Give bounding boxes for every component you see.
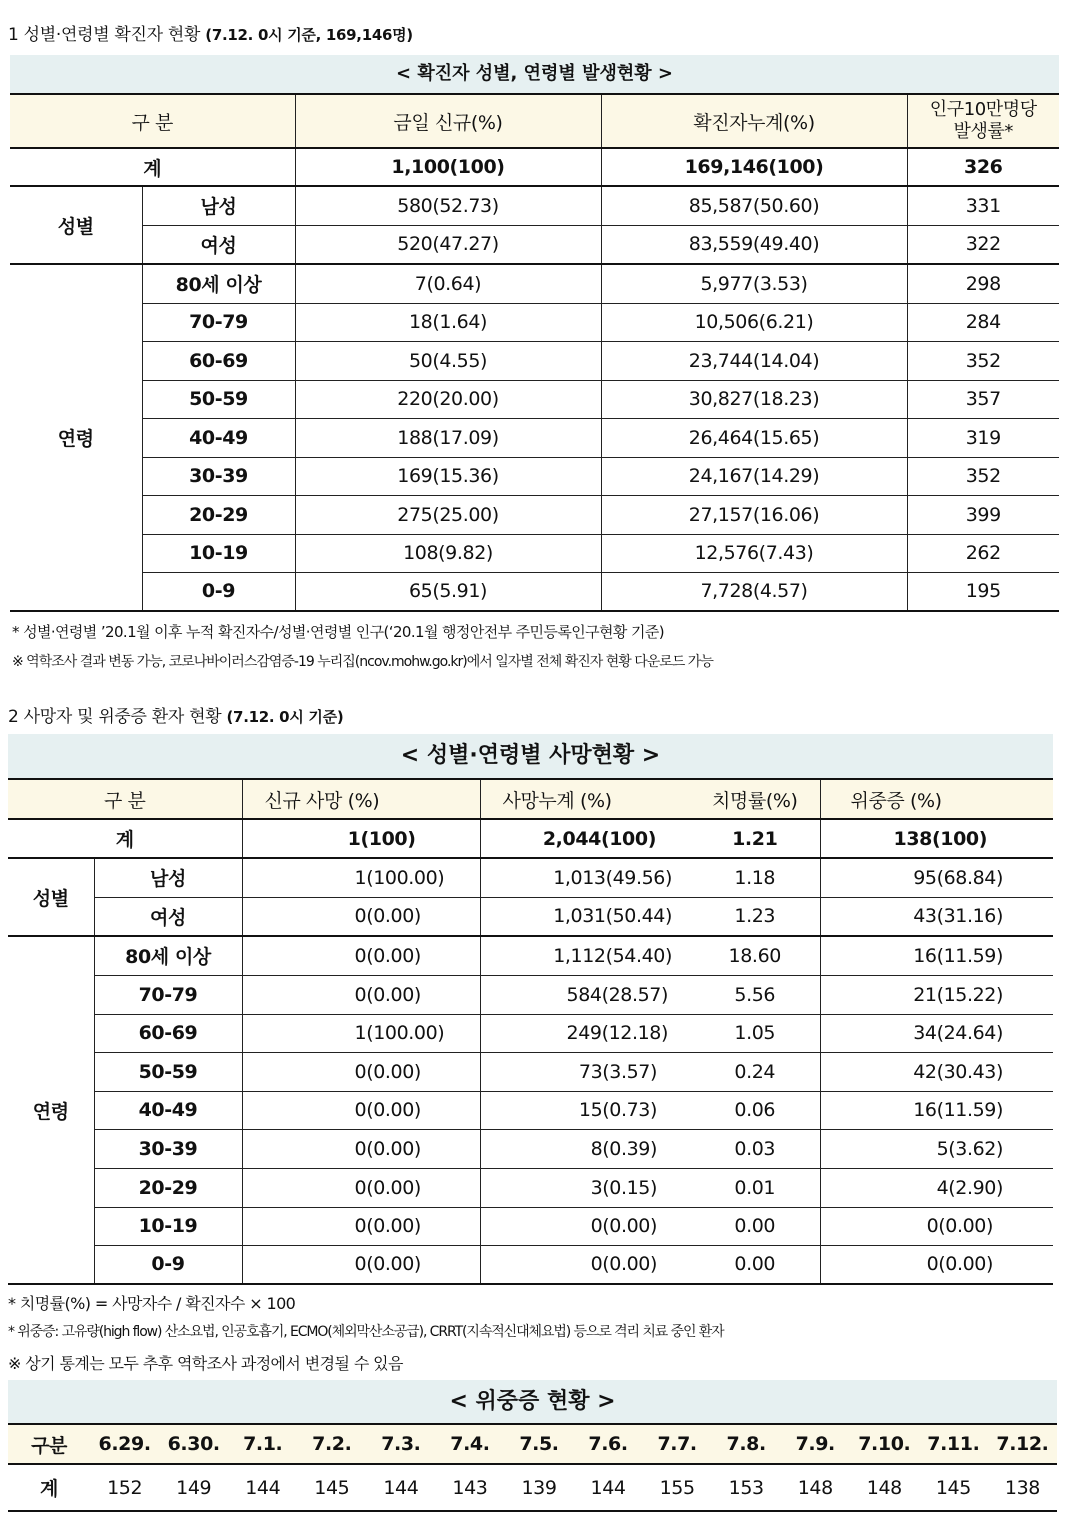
cell-new: 580(52.73) bbox=[295, 186, 601, 225]
table-row bbox=[8, 975, 1053, 1014]
value-cell: 153 bbox=[712, 1464, 781, 1511]
cell-new-death: 0(0.00) bbox=[242, 1245, 480, 1284]
cell-cum-death: 8(0.39) bbox=[480, 1129, 690, 1168]
row-label: 30-39 bbox=[94, 1129, 242, 1168]
table-row bbox=[10, 534, 1059, 572]
date-cell: 6.30. bbox=[159, 1424, 228, 1464]
table3-header-row bbox=[8, 1424, 1057, 1464]
table-row bbox=[8, 1168, 1053, 1207]
section2-basis: (7.12. 0시 기준) bbox=[226, 708, 344, 726]
cell-rate: 319 bbox=[907, 418, 1059, 457]
value-cell: 144 bbox=[366, 1464, 435, 1511]
table2-total-row bbox=[8, 819, 1053, 858]
table-row bbox=[10, 264, 1059, 303]
value-cell: 143 bbox=[435, 1464, 504, 1511]
cell-fatality: 18.60 bbox=[690, 936, 820, 975]
cell-cum-death: 249(12.18) bbox=[480, 1014, 690, 1052]
table-row bbox=[10, 572, 1059, 611]
value-cell: 149 bbox=[159, 1464, 228, 1511]
total-fatality: 1.21 bbox=[690, 819, 820, 858]
total-severe: 138(100) bbox=[820, 819, 1053, 858]
cell-cum-death: 73(3.57) bbox=[480, 1052, 690, 1091]
value-cell: 145 bbox=[297, 1464, 366, 1511]
table2-remark: ※ 상기 통계는 모두 추후 역학조사 과정에서 변경될 수 있음 bbox=[8, 1354, 403, 1373]
cell-cumulative: 7,728(4.57) bbox=[601, 572, 907, 611]
row-label: 20-29 bbox=[94, 1168, 242, 1207]
cell-fatality: 0.00 bbox=[690, 1245, 820, 1284]
sex-group-label: 성별 bbox=[10, 186, 142, 264]
cell-rate: 399 bbox=[907, 495, 1059, 534]
row-label: 0-9 bbox=[142, 572, 295, 611]
row-label: 50-59 bbox=[142, 380, 295, 418]
cell-cum-death: 15(0.73) bbox=[480, 1091, 690, 1129]
cell-cumulative: 24,167(14.29) bbox=[601, 457, 907, 495]
cell-fatality: 1.23 bbox=[690, 897, 820, 936]
date-cell: 6.29. bbox=[90, 1424, 159, 1464]
cell-fatality: 0.01 bbox=[690, 1168, 820, 1207]
cell-fatality: 0.00 bbox=[690, 1207, 820, 1245]
row-label: 60-69 bbox=[142, 341, 295, 380]
row-label: 남성 bbox=[142, 186, 295, 225]
cell-fatality: 0.06 bbox=[690, 1091, 820, 1129]
deaths-table bbox=[8, 778, 1053, 1285]
table-row bbox=[8, 1091, 1053, 1129]
table1-header-row bbox=[10, 94, 1059, 148]
cell-cumulative: 5,977(3.53) bbox=[601, 264, 907, 303]
value-cell: 148 bbox=[850, 1464, 919, 1511]
table-row bbox=[8, 1245, 1053, 1284]
value-cell: 138 bbox=[988, 1464, 1057, 1511]
cell-cum-death: 0(0.00) bbox=[480, 1245, 690, 1284]
value-cell: 152 bbox=[90, 1464, 159, 1511]
section1-title-text: 1 성별·연령별 확진자 현황 bbox=[8, 25, 201, 45]
cell-new: 169(15.36) bbox=[295, 457, 601, 495]
date-cell: 7.2. bbox=[297, 1424, 366, 1464]
cell-cumulative: 83,559(49.40) bbox=[601, 225, 907, 264]
table-row bbox=[10, 303, 1059, 341]
table-row bbox=[10, 380, 1059, 418]
header-label: 구분 bbox=[8, 1424, 90, 1464]
table1-footnote: * 성별·연령별 ’20.1월 이후 누적 확진자수/성별·연령별 인구(‘20.1월 행정안전부 주민등록인구현황 기준) bbox=[12, 623, 664, 641]
cell-rate: 357 bbox=[907, 380, 1059, 418]
cell-severe: 42(30.43) bbox=[820, 1052, 1053, 1091]
cell-fatality: 1.18 bbox=[690, 858, 820, 897]
total-cumulative: 169,146(100) bbox=[601, 148, 907, 186]
row-label: 40-49 bbox=[94, 1091, 242, 1129]
cell-severe: 95(68.84) bbox=[820, 858, 1053, 897]
header-rate-line2: 발생률* bbox=[953, 121, 1014, 142]
header-category: 구 분 bbox=[10, 94, 295, 148]
cell-new-death: 1(100.00) bbox=[242, 858, 480, 897]
header-new-death: 신규 사망 (%) bbox=[242, 779, 480, 819]
date-cell: 7.6. bbox=[574, 1424, 643, 1464]
cell-cumulative: 27,157(16.06) bbox=[601, 495, 907, 534]
date-cell: 7.10. bbox=[850, 1424, 919, 1464]
table-row bbox=[8, 897, 1053, 936]
severe-trend-table bbox=[8, 1423, 1057, 1512]
value-cell: 139 bbox=[504, 1464, 573, 1511]
cell-new-death: 1(100.00) bbox=[242, 1014, 480, 1052]
sex-group-label: 성별 bbox=[8, 858, 94, 936]
cell-fatality: 5.56 bbox=[690, 975, 820, 1014]
section2-title bbox=[8, 702, 343, 727]
cell-new-death: 0(0.00) bbox=[242, 1168, 480, 1207]
header-category: 구 분 bbox=[8, 779, 242, 819]
date-cell: 7.7. bbox=[643, 1424, 712, 1464]
total-cum-death: 2,044(100) bbox=[480, 819, 690, 858]
date-cell: 7.3. bbox=[366, 1424, 435, 1464]
table-row bbox=[8, 858, 1053, 897]
cell-rate: 352 bbox=[907, 457, 1059, 495]
date-cell: 7.4. bbox=[435, 1424, 504, 1464]
cell-rate: 298 bbox=[907, 264, 1059, 303]
header-cum-death: 사망누계 (%) bbox=[480, 779, 690, 819]
row-label: 40-49 bbox=[142, 418, 295, 457]
row-label: 여성 bbox=[142, 225, 295, 264]
row-label: 계 bbox=[8, 1464, 90, 1511]
table2-footnote-severe: * 위중증: 고유량(high flow) 산소요법, 인공호흡기, ECMO(체외막산소공급), CRRT(지속적신대체요법) 등으로 격리 치료 중인 환자 bbox=[8, 1324, 724, 1340]
table3-data-row bbox=[8, 1464, 1057, 1511]
cell-new-death: 0(0.00) bbox=[242, 1129, 480, 1168]
cell-cum-death: 1,031(50.44) bbox=[480, 897, 690, 936]
row-label: 70-79 bbox=[142, 303, 295, 341]
cell-cumulative: 10,506(6.21) bbox=[601, 303, 907, 341]
value-cell: 144 bbox=[574, 1464, 643, 1511]
table-row bbox=[8, 1207, 1053, 1245]
header-cumulative: 확진자누계(%) bbox=[601, 94, 907, 148]
row-label: 80세 이상 bbox=[94, 936, 242, 975]
age-group-label: 연령 bbox=[8, 936, 94, 1284]
date-cell: 7.11. bbox=[919, 1424, 988, 1464]
cell-rate: 322 bbox=[907, 225, 1059, 264]
date-cell: 7.1. bbox=[228, 1424, 297, 1464]
total-new: 1,100(100) bbox=[295, 148, 601, 186]
table2-header-row bbox=[8, 779, 1053, 819]
row-label: 0-9 bbox=[94, 1245, 242, 1284]
cell-rate: 352 bbox=[907, 341, 1059, 380]
table3-caption: < 위중증 현황 > bbox=[8, 1380, 1057, 1423]
cell-new: 65(5.91) bbox=[295, 572, 601, 611]
value-cell: 148 bbox=[781, 1464, 850, 1511]
cell-new-death: 0(0.00) bbox=[242, 1091, 480, 1129]
table1-caption: < 확진자 성별, 연령별 발생현황 > bbox=[10, 55, 1059, 93]
row-label: 20-29 bbox=[142, 495, 295, 534]
cell-cumulative: 26,464(15.65) bbox=[601, 418, 907, 457]
cell-severe: 5(3.62) bbox=[820, 1129, 1053, 1168]
cell-fatality: 0.03 bbox=[690, 1129, 820, 1168]
cell-cum-death: 1,112(54.40) bbox=[480, 936, 690, 975]
header-new: 금일 신규(%) bbox=[295, 94, 601, 148]
cell-cumulative: 30,827(18.23) bbox=[601, 380, 907, 418]
row-label: 여성 bbox=[94, 897, 242, 936]
cell-cumulative: 23,744(14.04) bbox=[601, 341, 907, 380]
age-group-label: 연령 bbox=[10, 264, 142, 611]
row-label: 50-59 bbox=[94, 1052, 242, 1091]
cell-new-death: 0(0.00) bbox=[242, 936, 480, 975]
table2-footnote-fatality: * 치명률(%) = 사망자수 / 확진자수 × 100 bbox=[8, 1294, 296, 1313]
header-rate bbox=[907, 94, 1059, 148]
row-label: 10-19 bbox=[94, 1207, 242, 1245]
cell-cumulative: 85,587(50.60) bbox=[601, 186, 907, 225]
row-label: 60-69 bbox=[94, 1014, 242, 1052]
confirmed-cases-table bbox=[10, 93, 1059, 612]
section1-title bbox=[8, 20, 413, 45]
header-severe: 위중증 (%) bbox=[820, 779, 1053, 819]
table-row bbox=[8, 1014, 1053, 1052]
total-label: 계 bbox=[8, 819, 242, 858]
cell-new: 188(17.09) bbox=[295, 418, 601, 457]
total-rate: 326 bbox=[907, 148, 1059, 186]
cell-new: 275(25.00) bbox=[295, 495, 601, 534]
value-cell: 144 bbox=[228, 1464, 297, 1511]
table-row bbox=[10, 495, 1059, 534]
cell-severe: 43(31.16) bbox=[820, 897, 1053, 936]
table1-remark: ※ 역학조사 결과 변동 가능, 코로나바이러스감염증-19 누리집(ncov.mohw.go.kr)에서 일자별 전체 확진자 현황 다운로드 가능 bbox=[12, 654, 713, 670]
table-row bbox=[10, 225, 1059, 264]
cell-new: 18(1.64) bbox=[295, 303, 601, 341]
total-label: 계 bbox=[10, 148, 295, 186]
cell-rate: 284 bbox=[907, 303, 1059, 341]
section1-basis: (7.12. 0시 기준, 169,146명) bbox=[205, 26, 413, 44]
row-label: 10-19 bbox=[142, 534, 295, 572]
cell-fatality: 1.05 bbox=[690, 1014, 820, 1052]
value-cell: 145 bbox=[919, 1464, 988, 1511]
cell-rate: 195 bbox=[907, 572, 1059, 611]
cell-severe: 16(11.59) bbox=[820, 936, 1053, 975]
section2-title-text: 2 사망자 및 위중증 환자 현황 bbox=[8, 707, 222, 727]
cell-new: 220(20.00) bbox=[295, 380, 601, 418]
cell-severe: 21(15.22) bbox=[820, 975, 1053, 1014]
table2-caption: < 성별·연령별 사망현황 > bbox=[8, 734, 1053, 778]
table-row bbox=[8, 1129, 1053, 1168]
cell-cum-death: 1,013(49.56) bbox=[480, 858, 690, 897]
cell-new: 50(4.55) bbox=[295, 341, 601, 380]
cell-severe: 4(2.90) bbox=[820, 1168, 1053, 1207]
cell-rate: 262 bbox=[907, 534, 1059, 572]
table1-total-row bbox=[10, 148, 1059, 186]
cell-new-death: 0(0.00) bbox=[242, 975, 480, 1014]
table-row bbox=[8, 936, 1053, 975]
value-cell: 155 bbox=[643, 1464, 712, 1511]
cell-severe: 16(11.59) bbox=[820, 1091, 1053, 1129]
cell-cum-death: 584(28.57) bbox=[480, 975, 690, 1014]
date-cell: 7.5. bbox=[504, 1424, 573, 1464]
date-cell: 7.8. bbox=[712, 1424, 781, 1464]
table-row bbox=[8, 1052, 1053, 1091]
row-label: 70-79 bbox=[94, 975, 242, 1014]
cell-new-death: 0(0.00) bbox=[242, 1207, 480, 1245]
cell-rate: 331 bbox=[907, 186, 1059, 225]
table-row bbox=[10, 186, 1059, 225]
cell-new: 520(47.27) bbox=[295, 225, 601, 264]
total-new-death: 1(100) bbox=[242, 819, 480, 858]
table-row bbox=[10, 418, 1059, 457]
cell-severe: 34(24.64) bbox=[820, 1014, 1053, 1052]
cell-cumulative: 12,576(7.43) bbox=[601, 534, 907, 572]
header-fatality: 치명률(%) bbox=[690, 779, 820, 819]
table-row bbox=[10, 457, 1059, 495]
row-label: 30-39 bbox=[142, 457, 295, 495]
cell-new: 108(9.82) bbox=[295, 534, 601, 572]
cell-new: 7(0.64) bbox=[295, 264, 601, 303]
cell-cum-death: 0(0.00) bbox=[480, 1207, 690, 1245]
row-label: 80세 이상 bbox=[142, 264, 295, 303]
table-row bbox=[10, 341, 1059, 380]
header-rate-line1: 인구10만명당 bbox=[929, 99, 1037, 120]
cell-fatality: 0.24 bbox=[690, 1052, 820, 1091]
cell-severe: 0(0.00) bbox=[820, 1207, 1053, 1245]
cell-severe: 0(0.00) bbox=[820, 1245, 1053, 1284]
cell-cum-death: 3(0.15) bbox=[480, 1168, 690, 1207]
cell-new-death: 0(0.00) bbox=[242, 1052, 480, 1091]
row-label: 남성 bbox=[94, 858, 242, 897]
date-cell: 7.9. bbox=[781, 1424, 850, 1464]
cell-new-death: 0(0.00) bbox=[242, 897, 480, 936]
date-cell: 7.12. bbox=[988, 1424, 1057, 1464]
